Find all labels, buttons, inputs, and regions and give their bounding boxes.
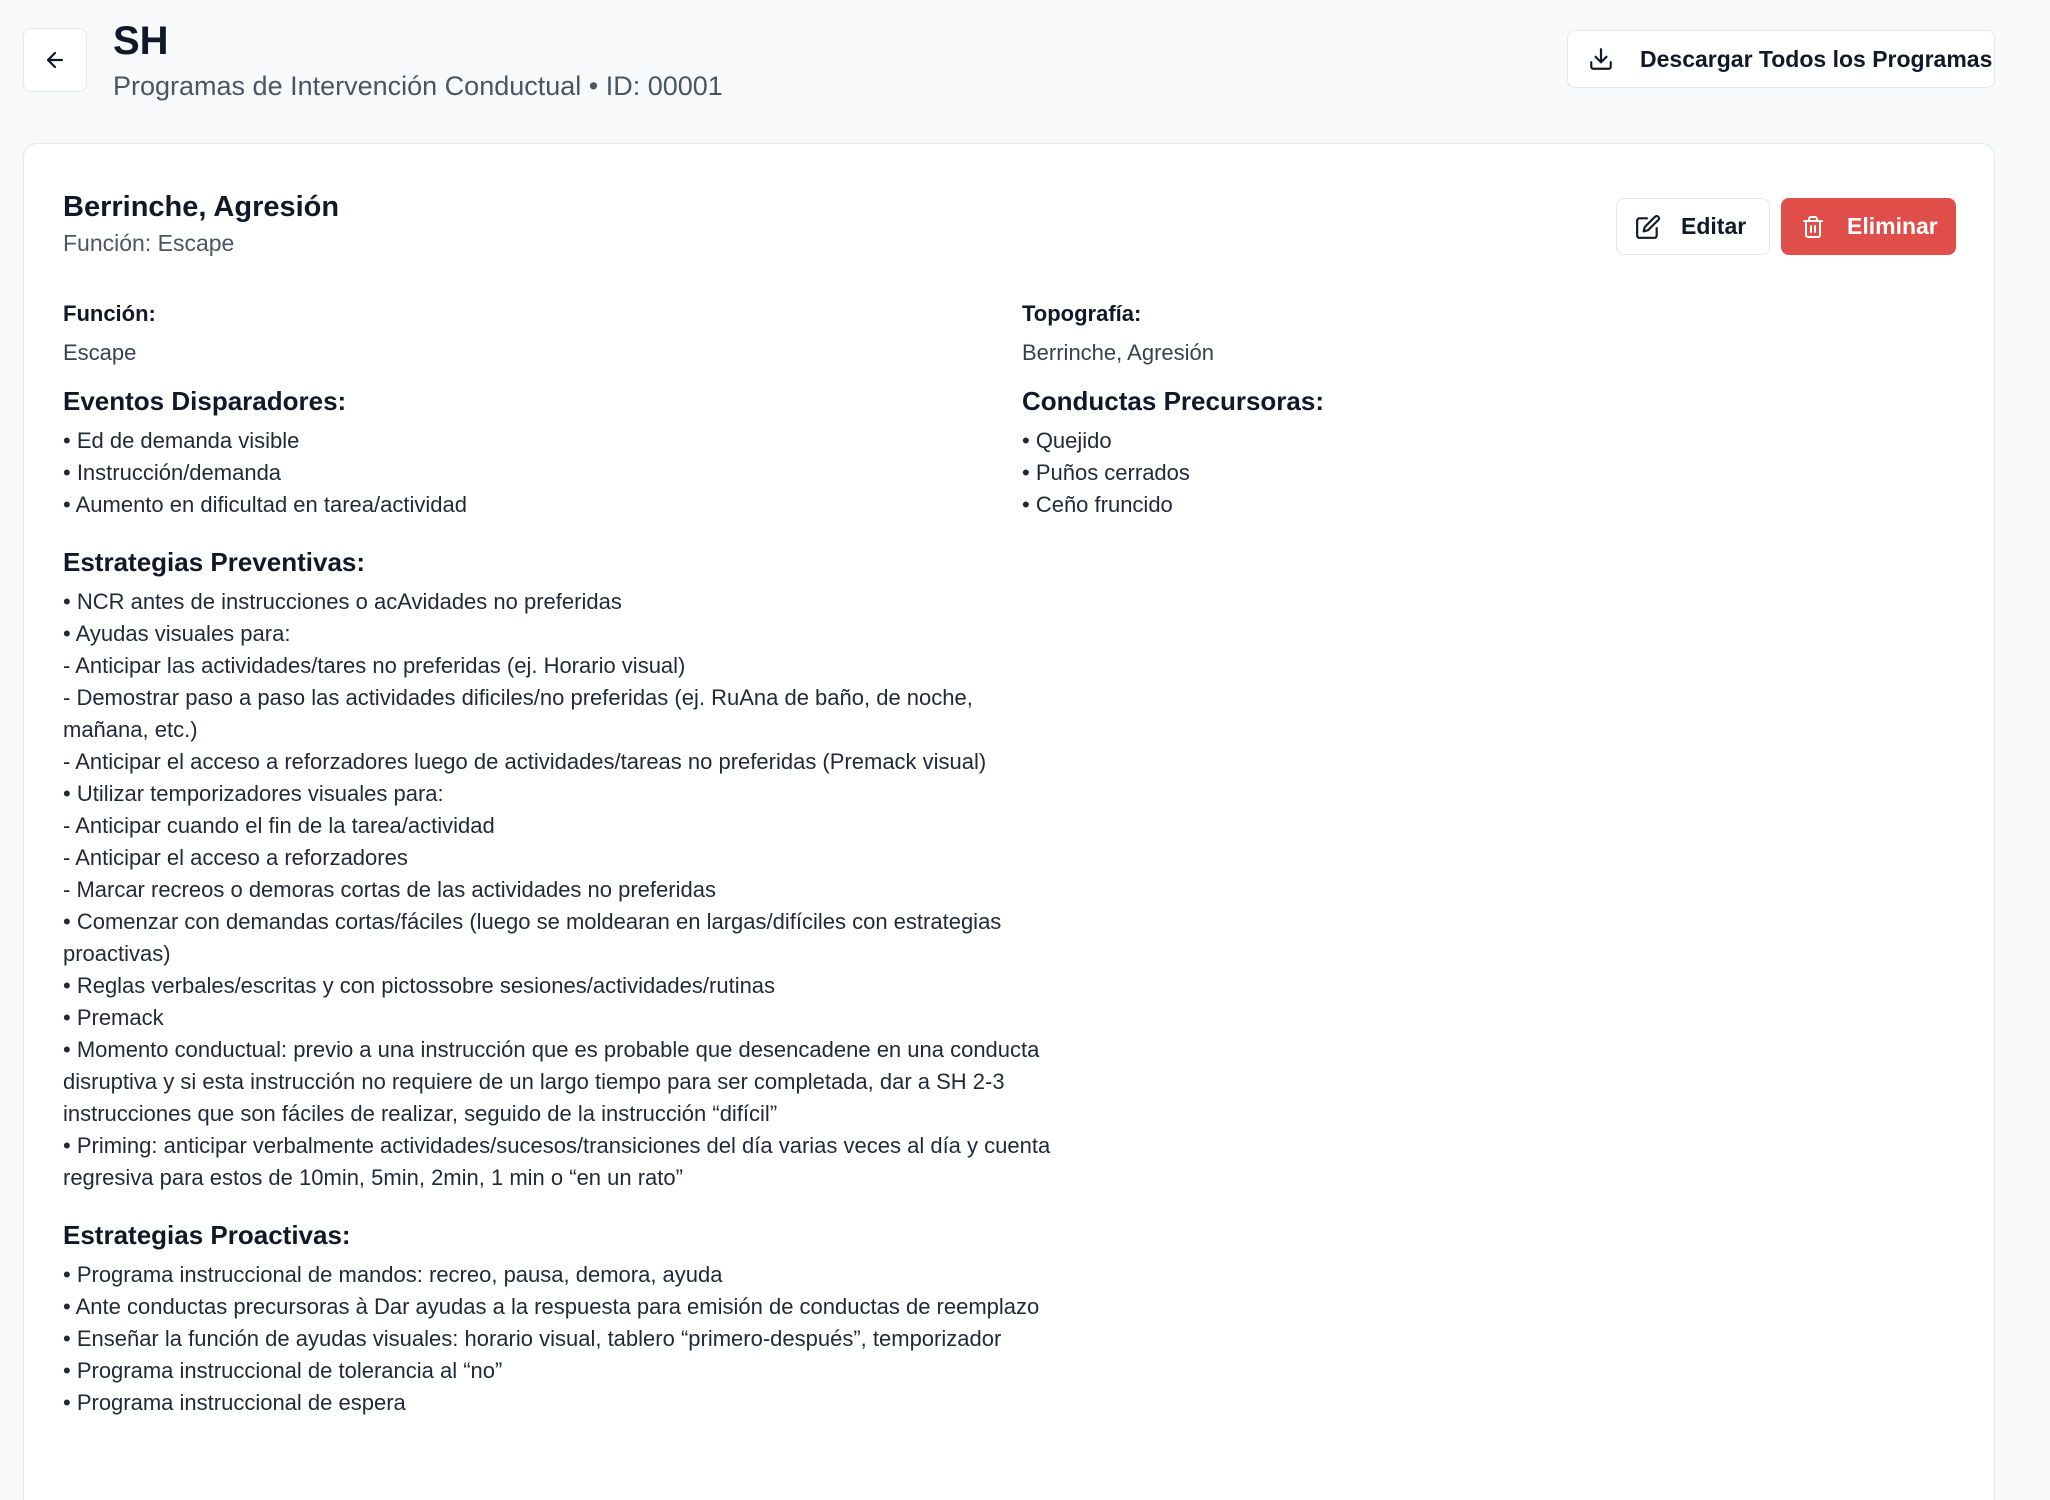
precursoras-title: Conductas Precursoras: bbox=[1022, 386, 1324, 416]
funcion-label: Función: bbox=[63, 301, 156, 326]
right-column bbox=[1022, 299, 1922, 545]
back-button[interactable] bbox=[23, 28, 87, 92]
program-card bbox=[23, 143, 1995, 1500]
funcion-value: Escape bbox=[63, 340, 137, 365]
preventivas-title: Estrategias Preventivas: bbox=[63, 547, 366, 577]
program-title: Berrinche, Agresión bbox=[63, 191, 340, 223]
left-column bbox=[63, 299, 1063, 1443]
download-all-button[interactable] bbox=[1567, 30, 1995, 88]
edit-label: Editar bbox=[1681, 213, 1747, 239]
preventivas-list: • NCR antes de instrucciones o acAvidades no preferidas • Ayudas visuales para: - Anticipar las actividades/tares no preferidas (ej. Horario visual) - Demostrar paso a paso las actividades dificiles/no preferidas (ej. RuAna de baño, de noche, mañana, etc.) - Anticipar el acceso a reforzadores luego de actividades/tareas no preferidas (Premack visual) • Utilizar temporizadores visuales para: - Anticipar cuando el fin de la tarea/actividad - Anticipar el acceso a reforzadores - Marcar recreos o demoras cortas de las actividades no preferidas • Comenzar con demandas cortas/fáciles (luego se moldearan en largas/difíciles con estrategias proactivas) • Reglas verbales/escritas y con pictossobre sesiones/actividades/rutinas • Premack • Momento conductual: previo a una instrucción que es probable que desencadene en una conducta disruptiva y si esta instrucción no requiere de un largo tiempo para ser completada, dar a SH 2-3 instrucciones que son fáciles de realizar, seguido de la instrucción “difícil” • Priming: anticipar verbalmente actividades/sucesos/transiciones del día varias veces al día y cuenta regresiva para estos de 10min, 5min, 2min, 1 min o “en un rato” bbox=[63, 589, 1051, 1190]
download-all-label: Descargar Todos los Programas bbox=[1640, 45, 1993, 72]
edit-button[interactable] bbox=[1616, 198, 1770, 255]
eventos-list: • Ed de demanda visible • Instrucción/demanda • Aumento en dificultad en tarea/actividad bbox=[63, 428, 467, 517]
trash-icon bbox=[1801, 214, 1825, 240]
program-function-subtitle: Función: Escape bbox=[63, 230, 235, 256]
eventos-title: Eventos Disparadores: bbox=[63, 386, 347, 416]
download-icon bbox=[1588, 46, 1614, 72]
arrow-left-icon bbox=[43, 48, 67, 72]
topografia-value: Berrinche, Agresión bbox=[1022, 340, 1214, 365]
topografia-label: Topografía: bbox=[1022, 301, 1142, 326]
delete-button[interactable] bbox=[1781, 198, 1956, 255]
edit-icon bbox=[1635, 214, 1661, 240]
delete-label: Eliminar bbox=[1847, 213, 1938, 239]
proactivas-list: • Programa instruccional de mandos: recreo, pausa, demora, ayuda • Ante conductas precursoras à Dar ayudas a la respuesta para emisión de conductas de reemplazo • Enseñar la función de ayudas visuales: horario visual, tablero “primero-después”, temporizador • Programa instruccional de tolerancia al “no” • Programa instruccional de espera bbox=[63, 1262, 1040, 1415]
precursoras-list: • Quejido • Puños cerrados • Ceño fruncido bbox=[1022, 428, 1190, 517]
proactivas-title: Estrategias Proactivas: bbox=[63, 1220, 351, 1250]
page-title: SH bbox=[113, 19, 169, 63]
page-subtitle: Programas de Intervención Conductual • ID: 00001 bbox=[113, 71, 723, 101]
